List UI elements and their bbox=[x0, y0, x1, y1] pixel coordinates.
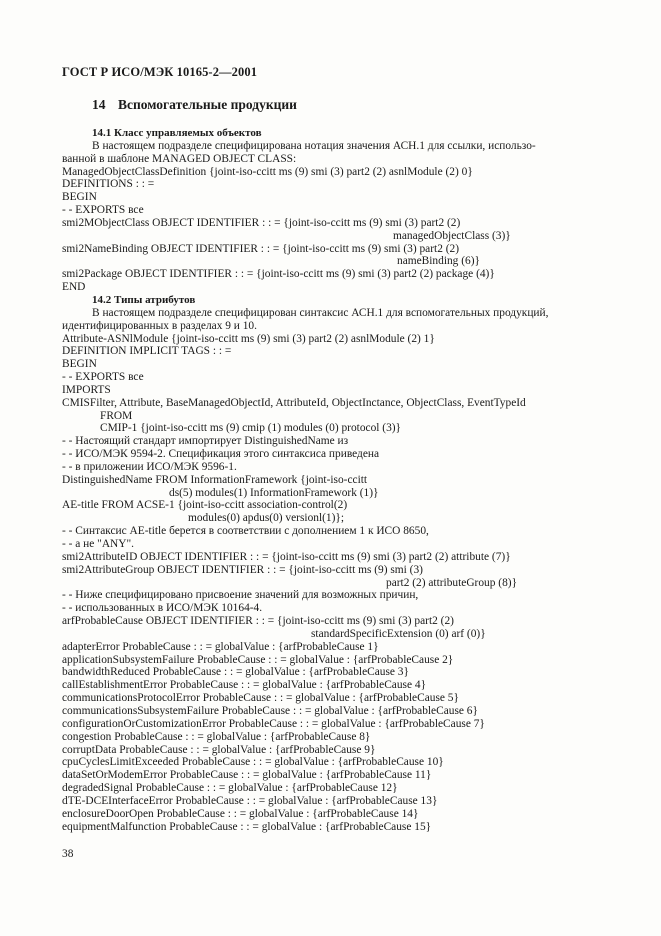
text-line: communicationsProtocolError ProbableCause : : = globalValue : {arfProbableCause 5} bbox=[62, 692, 459, 705]
text-line: BEGIN bbox=[62, 191, 97, 204]
text-line: AE-title FROM ACSE-1 {joint-iso-ccitt association-control(2) bbox=[62, 499, 348, 512]
text-line: FROM bbox=[100, 409, 133, 422]
text-line: smi2AttributeID OBJECT IDENTIFIER : : = {joint-iso-ccitt ms (9) smi (3) part2 (2) attribute (7)} bbox=[62, 550, 511, 563]
text-line: modules(0) apdus(0) versionl(1)}; bbox=[188, 512, 345, 525]
text-line: - - в приложении ИСО/МЭК 9596-1. bbox=[62, 460, 237, 473]
text-line: - - Синтаксис AE-title берется в соответствии с дополнением 1 к ИСО 8650, bbox=[62, 525, 429, 538]
page-number: 38 bbox=[62, 848, 74, 860]
text-line: callEstablishmentError ProbableCause : : = globalValue : {arfProbableCause 4} bbox=[62, 679, 427, 692]
text-line: - - Ниже специфицировано присвоение значений для возможных причин, bbox=[62, 589, 419, 602]
section-number: 14 bbox=[92, 97, 106, 112]
text-line: DEFINITION IMPLICIT TAGS : : = bbox=[62, 345, 232, 358]
text-line: В настоящем подразделе специфицирована нотация значения АСН.1 для ссылки, использо- bbox=[92, 139, 536, 152]
text-line: dTE-DCEInterfaceError ProbableCause : : = globalValue : {arfProbableCause 13} bbox=[62, 794, 438, 807]
text-line: CMISFilter, Attribute, BaseManagedObjectId, AttributeId, ObjectInctance, ObjectClass, EventTypeId bbox=[62, 396, 526, 409]
text-line: communicationsSubsystemFailure ProbableCause : : = globalValue : {arfProbableCause 6} bbox=[62, 704, 478, 717]
text-line: smi2Package OBJECT IDENTIFIER : : = {joint-iso-ccitt ms (9) smi (3) part2 (2) package (4)} bbox=[62, 268, 495, 281]
text-line: CMIP-1 {joint-iso-ccitt ms (9) cmip (1) modules (0) protocol (3)} bbox=[100, 422, 402, 435]
text-line: cpuCyclesLimitExceeded ProbableCause : : = globalValue : {arfProbableCause 10} bbox=[62, 756, 444, 769]
text-line: DistinguishedName FROM InformationFramework {joint-iso-ccitt bbox=[62, 473, 368, 486]
text-line: degradedSignal ProbableCause : : = globalValue : {arfProbableCause 12} bbox=[62, 782, 398, 795]
text-line: standardSpecificExtension (0) arf (0)} bbox=[311, 627, 486, 640]
text-line: - - а не "ANY". bbox=[62, 538, 135, 550]
text-line: END bbox=[62, 281, 86, 294]
document-header: ГОСТ Р ИСО/МЭК 10165-2—2001 bbox=[62, 65, 258, 79]
text-line: Attribute-ASNlModule {joint-iso-ccitt ms (9) smi (3) part2 (2) asnlModule (2) 1} bbox=[62, 332, 435, 345]
text-line: enclosureDoorOpen ProbableCause : : = globalValue : {arfProbableCause 14} bbox=[62, 807, 419, 820]
text-line: BEGIN bbox=[62, 358, 97, 371]
text-line: В настоящем подразделе специфицирован синтаксис АСН.1 для вспомогательных продукций, bbox=[92, 306, 549, 319]
text-line: corruptData ProbableCause : : = globalValue : {arfProbableCause 9} bbox=[62, 743, 376, 756]
text-line: congestion ProbableCause : : = globalValue : {arfProbableCause 8} bbox=[62, 730, 371, 743]
subsection-heading: 14.2 Типы атрибутов bbox=[92, 293, 196, 306]
text-line: bandwidthReduced ProbableCause : : = globalValue : {arfProbableCause 3} bbox=[62, 666, 409, 679]
section-heading bbox=[92, 99, 297, 112]
text-line: arfProbableCause OBJECT IDENTIFIER : : = {joint-iso-ccitt ms (9) smi (3) part2 (2) bbox=[62, 615, 454, 628]
text-line: - - EXPORTS все bbox=[62, 371, 144, 384]
text-line: - - EXPORTS все bbox=[62, 204, 144, 217]
text-line: smi2MObjectClass OBJECT IDENTIFIER : : = {joint-iso-ccitt ms (9) smi (3) part2 (2) bbox=[62, 216, 461, 229]
subsection-heading: 14.1 Класс управляемых объектов bbox=[92, 127, 262, 139]
text-line: ванной в шаблоне MANAGED OBJECT CLASS: bbox=[62, 152, 297, 165]
text-line: - - использованных в ИСО/МЭК 10164-4. bbox=[62, 602, 263, 615]
text-line: IMPORTS bbox=[62, 383, 111, 396]
text-line: adapterError ProbableCause : : = globalValue : {arfProbableCause 1} bbox=[62, 640, 379, 653]
text-line: dataSetOrModemError ProbableCause : : = globalValue : {arfProbableCause 11} bbox=[62, 769, 432, 782]
text-line: - - Настоящий стандарт импортирует DistinguishedName из bbox=[62, 435, 349, 448]
text-line: part2 (2) attributeGroup (8)} bbox=[386, 576, 518, 589]
text-line: ManagedObjectClassDefinition {joint-iso-ccitt ms (9) smi (3) part2 (2) asnlModule (2) 0} bbox=[62, 165, 473, 178]
text-line: configurationOrCustomizationError ProbableCause : : = globalValue : {arfProbableCause 7} bbox=[62, 717, 485, 730]
text-line: ds(5) modules(1) InformationFramework (1)} bbox=[169, 486, 379, 499]
text-line: smi2AttributeGroup OBJECT IDENTIFIER : : = {joint-iso-ccitt ms (9) smi (3) bbox=[62, 563, 423, 576]
text-line: - - ИСО/МЭК 9594-2. Спецификация этого синтаксиса приведена bbox=[62, 448, 380, 461]
text-line: DEFINITIONS : : = bbox=[62, 178, 155, 191]
text-line: managedObjectClass (3)} bbox=[393, 229, 511, 242]
text-line: applicationSubsystemFailure ProbableCause : : = globalValue : {arfProbableCause 2} bbox=[62, 653, 454, 666]
text-line: nameBinding (6)} bbox=[397, 255, 480, 268]
document-body bbox=[62, 127, 600, 833]
text-line: идентифицированных в разделах 9 и 10. bbox=[62, 319, 257, 332]
text-line: smi2NameBinding OBJECT IDENTIFIER : : = {joint-iso-ccitt ms (9) smi (3) part2 (2) bbox=[62, 242, 460, 255]
section-title: Вспомогательные продукции bbox=[118, 97, 297, 112]
text-line: equipmentMalfunction ProbableCause : : = globalValue : {arfProbableCause 15} bbox=[62, 820, 432, 833]
